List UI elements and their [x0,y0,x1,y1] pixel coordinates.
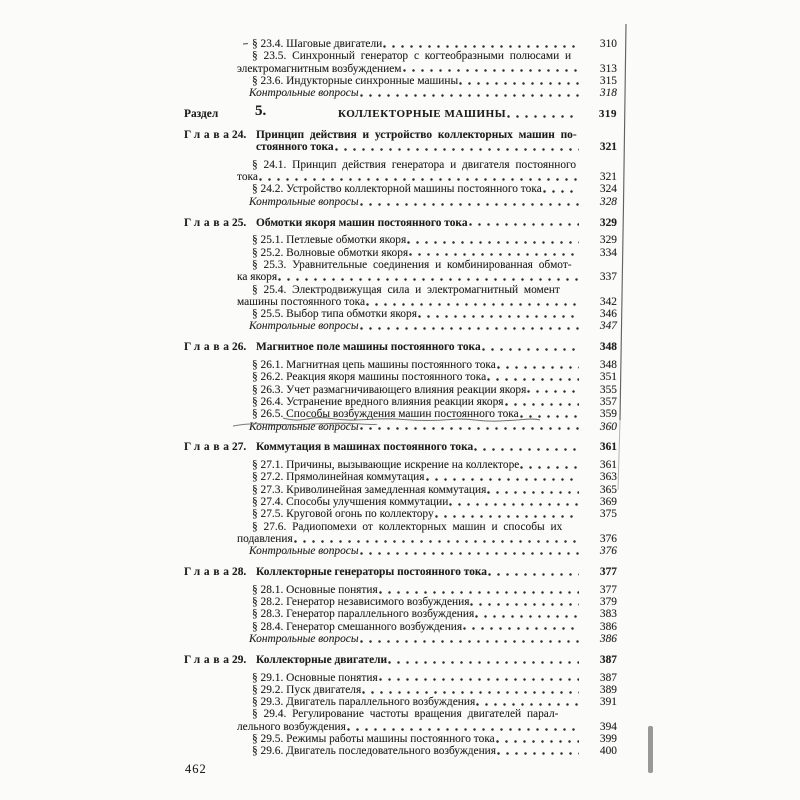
toc-entry [182,441,617,453]
toc-page-number: 369 [599,496,617,508]
dot-leader [359,545,579,557]
toc-page-number: 334 [599,246,617,259]
toc-entry-text: § 24.2. Устройство коллекторной машины постоянного тока [252,183,542,196]
dot-leader [382,38,579,50]
dot-leader [519,408,579,420]
toc-entry [182,196,617,208]
toc-page-number: 376 [599,545,617,558]
toc-line [237,87,617,99]
dot-leader [359,87,579,99]
toc-entry-text: § 26.4. Устранение вредного влияния реакции якоря [252,395,504,408]
toc-entry-text: § 28.4. Генератор смешанного возбуждения [252,620,463,633]
toc-page-number: 310 [599,38,617,50]
dot-leader [387,654,579,666]
heading-number: 24. [232,128,247,141]
toc-line [237,217,617,229]
toc-line [237,108,617,120]
toc-page-number: 361 [599,441,617,454]
heading-number: 27. [232,441,247,454]
toc-line [237,196,617,208]
toc-entry-text: § 27.2. Прямолинейная коммутация [252,471,425,484]
dot-leader [495,733,579,745]
toc-line [237,696,617,708]
dot-leader [378,584,579,596]
toc-page-number: 321 [599,141,617,154]
toc-page-number: 361 [599,459,617,472]
toc-page-number: 313 [599,62,617,75]
toc-entry-text: § 29.1. Основные понятия [252,671,378,684]
dot-leader [448,496,579,508]
toc-entry [182,183,617,195]
toc-entry [182,584,617,596]
toc-entry [182,234,617,246]
toc-entry-text: Магнитное поле машины постоянного тока [256,341,481,354]
toc-entry [182,508,617,520]
page-edge-line-fade [618,420,620,490]
toc-entry-text: Контрольные вопросы [249,420,359,433]
toc-line [237,566,617,578]
toc-page-number: 391 [599,696,617,709]
toc-entry-text: § 28.3. Генератор параллельного возбуждения [252,608,475,621]
toc-entry-text: § 29.6. Двигатель последовательного возбуждения [252,745,496,758]
toc-entry-text: § 23.4. Шаговые двигатели [252,38,383,50]
toc-entry [182,621,617,633]
toc-page-number: 348 [599,341,617,354]
toc-entry [182,384,617,396]
toc-page-number: 379 [599,596,617,609]
toc-line [237,508,617,520]
dot-leader [526,384,579,396]
toc-entry [182,521,617,546]
toc-page-number: 359 [599,408,617,421]
dot-leader [504,396,580,408]
heading-label: Глава [184,341,233,354]
toc-entry [182,471,617,483]
toc-page-number: 387 [599,653,617,666]
table-of-contents [182,38,617,758]
toc-entry [182,633,617,645]
toc-line [237,183,617,195]
toc-line [237,496,617,508]
dot-leader [365,296,579,308]
toc-line: Принцип действия и устройство коллекторных машин по- [256,128,577,141]
dot-leader [473,441,579,453]
toc-line [237,533,617,545]
dot-leader [406,234,579,246]
toc-entry [182,371,617,383]
dot-leader [469,596,579,608]
heading-label: Глава [184,653,233,666]
dot-leader [359,320,579,332]
toc-page-number: 377 [599,565,617,578]
toc-page-number: 347 [599,320,617,333]
toc-entry-text: § 29.5. Режимы работы машины постоянного тока [252,733,495,746]
toc-entry-text: Коллекторные генераторы постоянного тока [256,565,487,578]
heading-number: 29. [232,653,247,666]
dot-leader [277,271,579,283]
toc-page-number: 400 [599,745,617,758]
toc-line [237,320,617,332]
toc-entry [182,396,617,408]
toc-entry-text: Контрольные вопросы [249,195,359,208]
dot-leader [486,484,579,496]
toc-page-number: 329 [599,216,617,229]
toc-page-number: 351 [599,371,617,384]
toc-line [237,75,617,87]
toc-entry-text: Контрольные вопросы [249,545,359,558]
toc-entry-text: § 26.1. Магнитная цепь машины постоянного тока [252,359,496,372]
toc-entry-text: § 27.5. Круговой огонь по коллектору [252,508,434,521]
heading-label: Глава [184,565,233,578]
toc-page-number: 365 [599,483,617,496]
toc-entry [182,484,617,496]
toc-entry [182,259,617,284]
heading-number: 26. [232,341,247,354]
heading-number: 25. [232,216,247,229]
toc-line [237,171,617,183]
toc-entry-text: стоянного тока [256,141,334,154]
toc-page-number: 376 [599,532,617,545]
toc-page-number: 315 [599,74,617,87]
toc-line [237,459,617,471]
toc-page-number: 387 [599,671,617,684]
toc-entry [182,217,617,229]
dot-leader [496,359,579,371]
toc-entry [182,129,617,154]
toc-entry-text: § 25.2. Волновые обмотки якоря [252,246,409,259]
dot-leader [542,183,579,195]
toc-page-number: 375 [599,508,617,521]
toc-entry-text: Контрольные вопросы [249,632,359,645]
toc-line [237,63,617,75]
heading-number: 5. [255,102,267,119]
toc-entry [182,608,617,620]
dot-leader [481,341,579,353]
toc-entry [182,320,617,332]
toc-entry [182,733,617,745]
toc-entry-text: § 28.1. Основные понятия [252,583,378,596]
toc-page-number: 355 [599,383,617,396]
dot-leader [417,308,579,320]
toc-page-number: 318 [599,87,617,100]
toc-entry [182,566,617,578]
toc-entry-text: Контрольные вопросы [249,87,359,100]
toc-page-number: 348 [599,359,617,372]
toc-entry [182,247,617,259]
toc-entry-text: § 26.3. Учет размагничивающего влияния реакции якоря [252,383,527,396]
toc-page-number: 357 [599,395,617,408]
toc-entry [182,50,617,75]
toc-line [237,608,617,620]
dot-leader [434,508,579,520]
toc-entry-text: Коллекторные двигатели [256,653,388,666]
dot-leader [468,217,579,229]
toc-entry-text: Обмотки якоря машин постоянного тока [256,216,468,229]
dot-leader [346,721,579,733]
toc-entry-text: § 29.2. Пуск двигателя [252,683,362,696]
dot-leader [425,471,580,483]
toc-entry-text: § 23.6. Индукторные синхронные машины [252,74,459,87]
toc-entry [182,421,617,433]
dot-leader [293,533,579,545]
toc-entry-text: § 29.3. Двигатель параллельного возбуждения [252,696,476,709]
heading-label: Глава [184,441,233,454]
toc-page-number: 319 [598,107,617,120]
dot-leader [361,684,579,696]
dot-leader [474,608,579,620]
toc-entry [182,684,617,696]
toc-entry-text: § 26.2. Реакция якоря машины постоянного тока [252,371,487,384]
toc-entry [182,459,617,471]
toc-page-number: 386 [599,632,617,645]
toc-entry-text: подавления [237,532,293,545]
dot-leader [519,459,579,471]
toc-page-number: 386 [599,620,617,633]
dot-leader [487,566,579,578]
heading-label: Раздел [184,107,219,120]
dot-leader [359,633,579,645]
toc-line [237,371,617,383]
toc-line [237,733,617,745]
toc-page-number: 321 [599,171,617,184]
toc-entry-text: § 28.2. Генератор независимого возбуждения [252,596,470,609]
toc-line: § 25.4. Электродвижущая сила и электромагнитный момент [252,283,560,296]
toc-entry-text: лельного возбуждения [237,720,346,733]
toc-entry [182,308,617,320]
toc-entry-text: § 25.1. Петлевые обмотки якоря [252,234,407,247]
page-edge-line [620,24,626,420]
heading-label: Глава [184,216,233,229]
toc-page-number: 337 [599,271,617,284]
toc-page-number: 377 [599,583,617,596]
toc-entry [182,708,617,733]
toc-entry [182,596,617,608]
toc-line [237,633,617,645]
dot-leader [462,621,579,633]
toc-entry-text: Коммутация в машинах постоянного тока [256,441,474,454]
toc-line [237,684,617,696]
toc-line [237,484,617,496]
toc-page-number: 324 [599,183,617,196]
toc-line [237,471,617,483]
toc-entry [182,159,617,184]
toc-entry-text: ка якоря [237,271,278,284]
dot-leader [475,696,579,708]
toc-page-number: 346 [599,308,617,321]
toc-entry-text: § 27.4. Способы улучшения коммутации [252,496,449,508]
toc-line [237,296,617,308]
toc-page-number: 383 [599,608,617,621]
toc-line [237,38,617,50]
toc-entry-text: КОЛЛЕКТОРНЫЕ МАШИНЫ [338,107,507,120]
toc-line [237,621,617,633]
toc-line [237,421,617,433]
toc-line [237,341,617,353]
toc-entry [182,341,617,353]
toc-entry-text: машины постоянного тока [237,295,366,308]
toc-line [237,596,617,608]
toc-line [237,247,617,259]
toc-page-number: 342 [599,295,617,308]
heading-number: 28. [232,565,247,578]
toc-entry [182,696,617,708]
toc-line [237,234,617,246]
toc-line [237,384,617,396]
toc-entry-text: Контрольные вопросы [249,320,359,333]
heading-label: Глава [184,128,233,141]
toc-entry [182,38,617,50]
toc-entry-text: § 27.1. Причины, вызывающие искрение на коллекторе [252,459,520,472]
dot-leader [258,171,579,183]
toc-entry [182,75,617,87]
toc-entry [182,654,617,666]
toc-line [237,745,617,757]
toc-entry [182,745,617,757]
dot-leader [458,75,579,87]
toc-line [237,721,617,733]
toc-page-number: 329 [599,234,617,247]
toc-entry [182,284,617,309]
dot-leader [486,371,579,383]
dot-leader [359,196,579,208]
toc-entry-text: § 27.3. Криволинейная замедленная коммутация [252,483,487,496]
toc-entry-text: § 25.5. Выбор типа обмотки якоря [252,308,417,321]
dot-leader [496,745,579,757]
toc-entry [182,359,617,371]
toc-entry-text: тока [237,171,258,184]
toc-page-number: 394 [599,720,617,733]
toc-line: § 25.3. Уравнительные соединения и комбинированная обмот- [252,258,572,271]
toc-page-number: 389 [599,683,617,696]
toc-line [237,654,617,666]
toc-page-number: 360 [599,420,617,433]
toc-entry [182,496,617,508]
toc-line: § 24.1. Принцип действия генератора и двигателя постоянного [252,158,577,171]
toc-line [237,408,617,420]
toc-entry-text: электромагнитным возбуждением [237,62,402,75]
toc-line [237,359,617,371]
toc-page-number: 328 [599,195,617,208]
dot-leader [334,141,579,153]
toc-line: § 29.4. Регулирование частоты вращения двигателей парал- [252,708,559,721]
toc-line [237,545,617,557]
dot-leader [359,421,579,433]
toc-line [237,396,617,408]
toc-line [237,141,617,153]
toc-entry [182,87,617,99]
toc-line [237,271,617,283]
scan-artifact-bar [648,726,653,773]
folio-page-number: 462 [185,762,207,776]
toc-page-number: 399 [599,733,617,746]
dot-leader [506,108,579,120]
toc-entry [182,408,617,420]
toc-entry [182,545,617,557]
toc-line [237,584,617,596]
toc-line [237,308,617,320]
toc-page-number: 363 [599,471,617,484]
toc-line: § 27.6. Радиопомехи от коллекторных машин и способы их [252,520,563,533]
dot-leader [408,247,579,259]
toc-entry-text: § 26.5. Способы возбуждения машин постоянного тока [252,408,519,421]
toc-entry [182,672,617,684]
dot-leader [378,672,579,684]
toc-line: § 23.5. Синхронный генератор с когтеобразными полюсами и [252,50,572,63]
toc-entry [182,102,617,120]
dot-leader [402,63,579,75]
toc-line [237,441,617,453]
toc-line [237,672,617,684]
